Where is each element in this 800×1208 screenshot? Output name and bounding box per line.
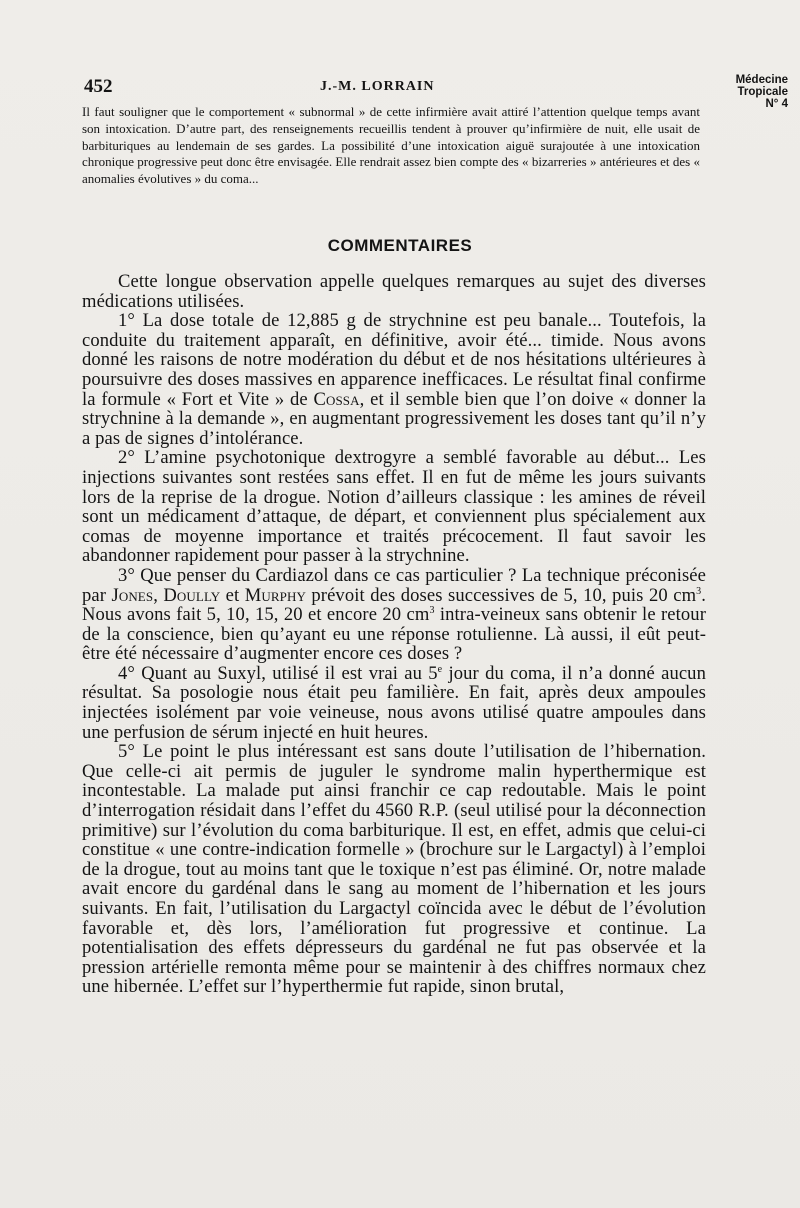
paragraph-intro: Cette longue observation appelle quelques remarques au sujet des diverses médications utilisées. [82,271,706,312]
text-segment: intra-veineux sans obtenir le retour de la conscience, bien qu’ayant eu une réponse rotulienne. Là aussi, il eût peut-être été nécessaire d’augmenter encore ces doses ? [82,604,706,665]
text-segment: prévoit des doses successives de 5, 10, puis 20 cm [305,584,697,606]
intro-paragraph: Il faut souligner que le comportement « subnormal » de cette infirmière avait attiré l’attention quelque temps avant son intoxication. D’autre part, des renseignements recueillis tendent à prouver qu’infirmière de nuit, elle usait de barbituriques au lendemain de ses gardes. La possibilité d’une intoxication aiguë surajoutée à une intoxication chronique progressive peut donc être envisagée. Elle rendrait assez bien compte des « bizarreries » antérieures et des « anomalies évolutives » du coma... [82,104,700,187]
running-head-author: J.-M. LORRAIN [320,79,435,94]
journal-name-line2: Tropicale [737,86,788,98]
text-segment: 1° La dose totale de 12,885 g de strychnine est peu banale... Toutefois, la conduite du traitement apparaît, en définitive, avoir été... timide. Nous avons donné les raisons de notre modération du début et de nos hésitations ultérieures à poursuivre des doses massives en apparence inefficaces. Le résultat final confirme la formule « Fort et Vite » de [82,310,706,410]
text-segment: et [220,584,245,606]
author-name: Doully [163,584,221,606]
text-segment: 4° Quant au Suxyl, utilisé il est vrai au 5 [118,662,438,684]
journal-name-line1: Médecine [735,74,788,86]
paragraph-4-suxyl [82,664,706,742]
superscript: 3 [696,585,702,597]
commentary-body [82,272,706,997]
page-number: 452 [84,76,113,97]
author-name: Cossa [313,388,360,410]
author-name: Jones [111,584,154,606]
text-segment: , et il semble bien que l’on doive « donner la strychnine à la demande », en augmentant progressivement les doses tant qu’il n’y a pas de signes d’intolérance. [82,388,706,449]
journal-issue: N° 4 [765,98,788,110]
paragraph-5-hibernation: 5° Le point le plus intéressant est sans doute l’utilisation de l’hibernation. Que celle-ci ait permis de juguler le syndrome malin hyperthermique est incontestable. La malade put ainsi franchir ce cap redoutable. Mais le point d’interrogation résidait dans l’effet du 4560 R.P. (seul utilisé pour la déconnection primitive) sur l’évolution du coma barbiturique. Il est, en effet, admis que celui-ci constitue « une contre-indication formelle » (brochure sur le Largactyl) à l’emploi de la drogue, tout au moins tant que le toxique n’est pas éliminé. Or, notre malade avait encore du gardénal dans le sang au moment de l’hibernation et les jours suivants. En fait, l’utilisation du Largactyl coïncida avec le début de l’évolution favorable et, dès lors, l’amélioration fut progressive et continue. La potentialisation des effets dépresseurs du gardénal ne fut pas observée et la pression artérielle remonta même pour se maintenir à des chiffres normaux chez une hibernée. L’effet sur l’hyperthermie fut rapide, sinon brutal, [82,741,706,998]
paragraph-2-amine: 2° L’amine psychotonique dextrogyre a semblé favorable au début... Les injections suivantes sont restées sans effet. Il en fut de même les jours suivants lors de la reprise de la drogue. Notion d’ailleurs classique : les amines de réveil sont un médicament d’attaque, de départ, et conviennent plus spécialement aux comas de moyenne importance et traités précocement. Il faut savoir les abandonner rapidement pour passer à la strychnine. [82,447,706,567]
superscript: 3 [429,604,435,616]
paragraph-1-strychnine [82,311,706,448]
paragraph-3-cardiazol [82,566,706,664]
text-segment: 3° Que penser du Cardiazol dans ce cas particulier ? La technique préconisée par [82,564,706,606]
text-segment: jour du coma, il n’a donné aucun résultat. Sa posologie nous était peu familière. En fait, après deux ampoules injectées isolément par voie veineuse, nous avons utilisé quatre ampoules dans une perfusion de sérum injecté en huit heures. [82,662,706,743]
superscript: e [437,663,443,675]
section-title: COMMENTAIRES [327,236,473,255]
text-segment: . Nous avons fait 5, 10, 15, 20 et encore 20 cm [82,584,706,626]
author-name: Murphy [244,584,306,606]
journal-marker [698,74,788,110]
text-segment: , [153,584,164,606]
